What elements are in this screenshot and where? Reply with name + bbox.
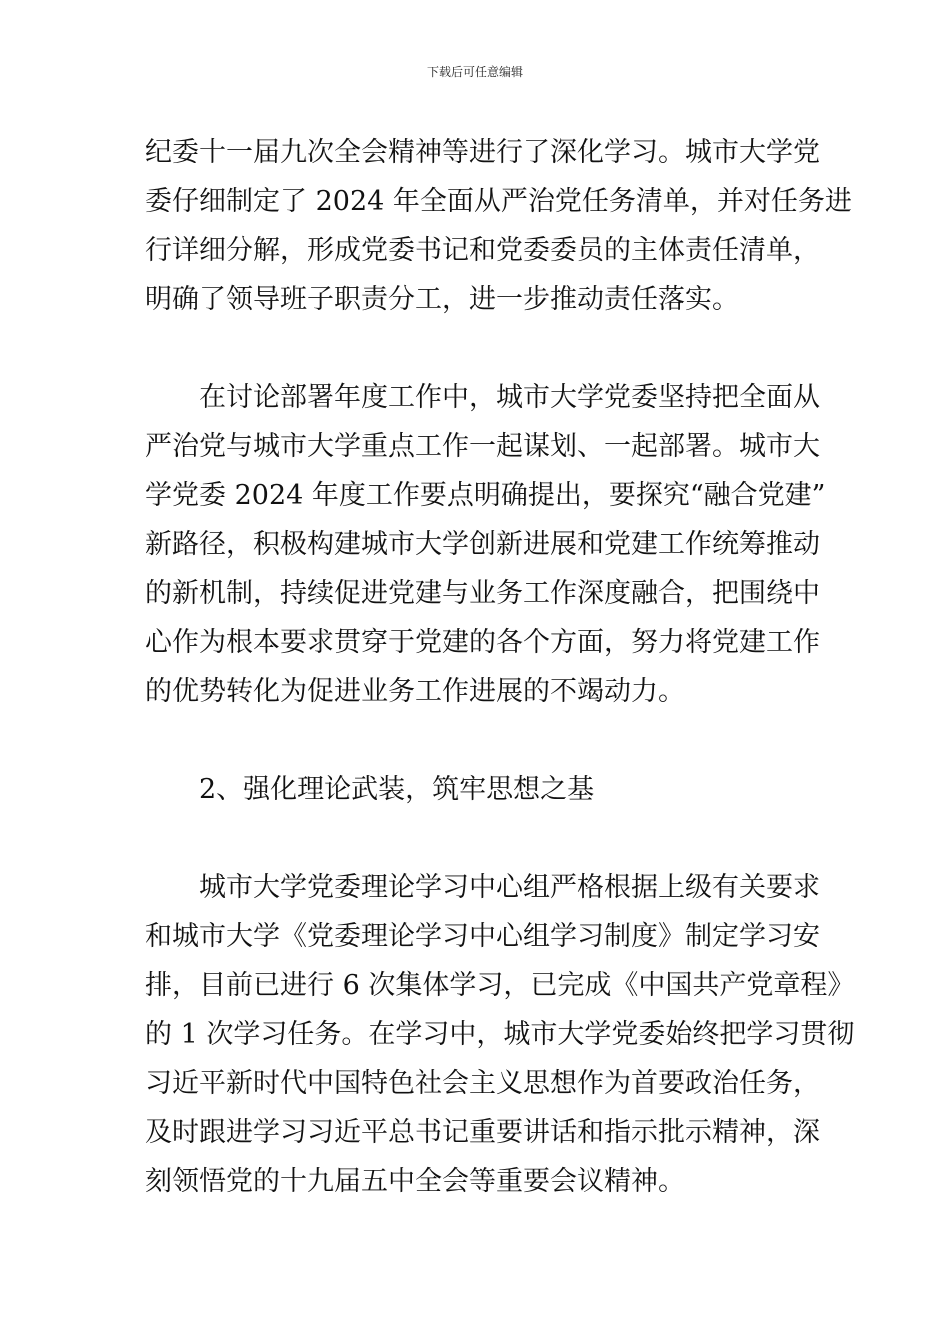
text-line: 排，目前已进行 6 次集体学习，已完成《中国共产党章程》: [145, 970, 855, 1001]
text-line: 学党委 2024 年度工作要点明确提出，要探究“融合党建”: [145, 480, 826, 511]
text-line: 及时跟进学习习近平总书记重要讲话和指示批示精神，深: [145, 1117, 820, 1148]
document-body: [145, 128, 855, 1206]
text-line: 的优势转化为促进业务工作进展的不竭动力。: [145, 676, 685, 707]
text-line: 城市大学党委理论学习中心组严格根据上级有关要求: [199, 872, 820, 903]
text-line: 和城市大学《党委理论学习中心组学习制度》制定学习安: [145, 921, 820, 952]
text-line: 在讨论部署年度工作中，城市大学党委坚持把全面从: [199, 382, 820, 413]
section-heading: [145, 765, 810, 814]
page-header-note: 下载后可任意编辑: [426, 65, 523, 79]
text-line: 纪委十一届九次全会精神等进行了深化学习。城市大学党: [145, 137, 820, 168]
text-line: 明确了领导班子职责分工，进一步推动责任落实。: [145, 284, 739, 315]
text-line: 习近平新时代中国特色社会主义思想作为首要政治任务，: [145, 1068, 820, 1099]
text-line: 刻领悟党的十九届五中全会等重要会议精神。: [145, 1166, 685, 1197]
paragraph-gap: [145, 814, 810, 863]
paragraph: [145, 128, 852, 324]
paragraph: [145, 863, 855, 1206]
paragraph-gap: [145, 716, 810, 765]
heading-text: 2、强化理论武装，筑牢思想之基: [199, 774, 595, 805]
text-line: 新路径，积极构建城市大学创新进展和党建工作统筹推动: [145, 529, 820, 560]
text-line: 行详细分解，形成党委书记和党委委员的主体责任清单，: [145, 235, 820, 266]
text-line: 委仔细制定了 2024 年全面从严治党任务清单，并对任务进: [145, 186, 852, 217]
paragraph: [145, 373, 826, 716]
text-line: 的新机制，持续促进党建与业务工作深度融合，把围绕中: [145, 578, 820, 609]
text-line: 严治党与城市大学重点工作一起谋划、一起部署。城市大: [145, 431, 820, 462]
paragraph-gap: [145, 324, 810, 373]
text-line: 心作为根本要求贯穿于党建的各个方面，努力将党建工作: [145, 627, 820, 658]
text-line: 的 1 次学习任务。在学习中，城市大学党委始终把学习贯彻: [145, 1019, 855, 1050]
